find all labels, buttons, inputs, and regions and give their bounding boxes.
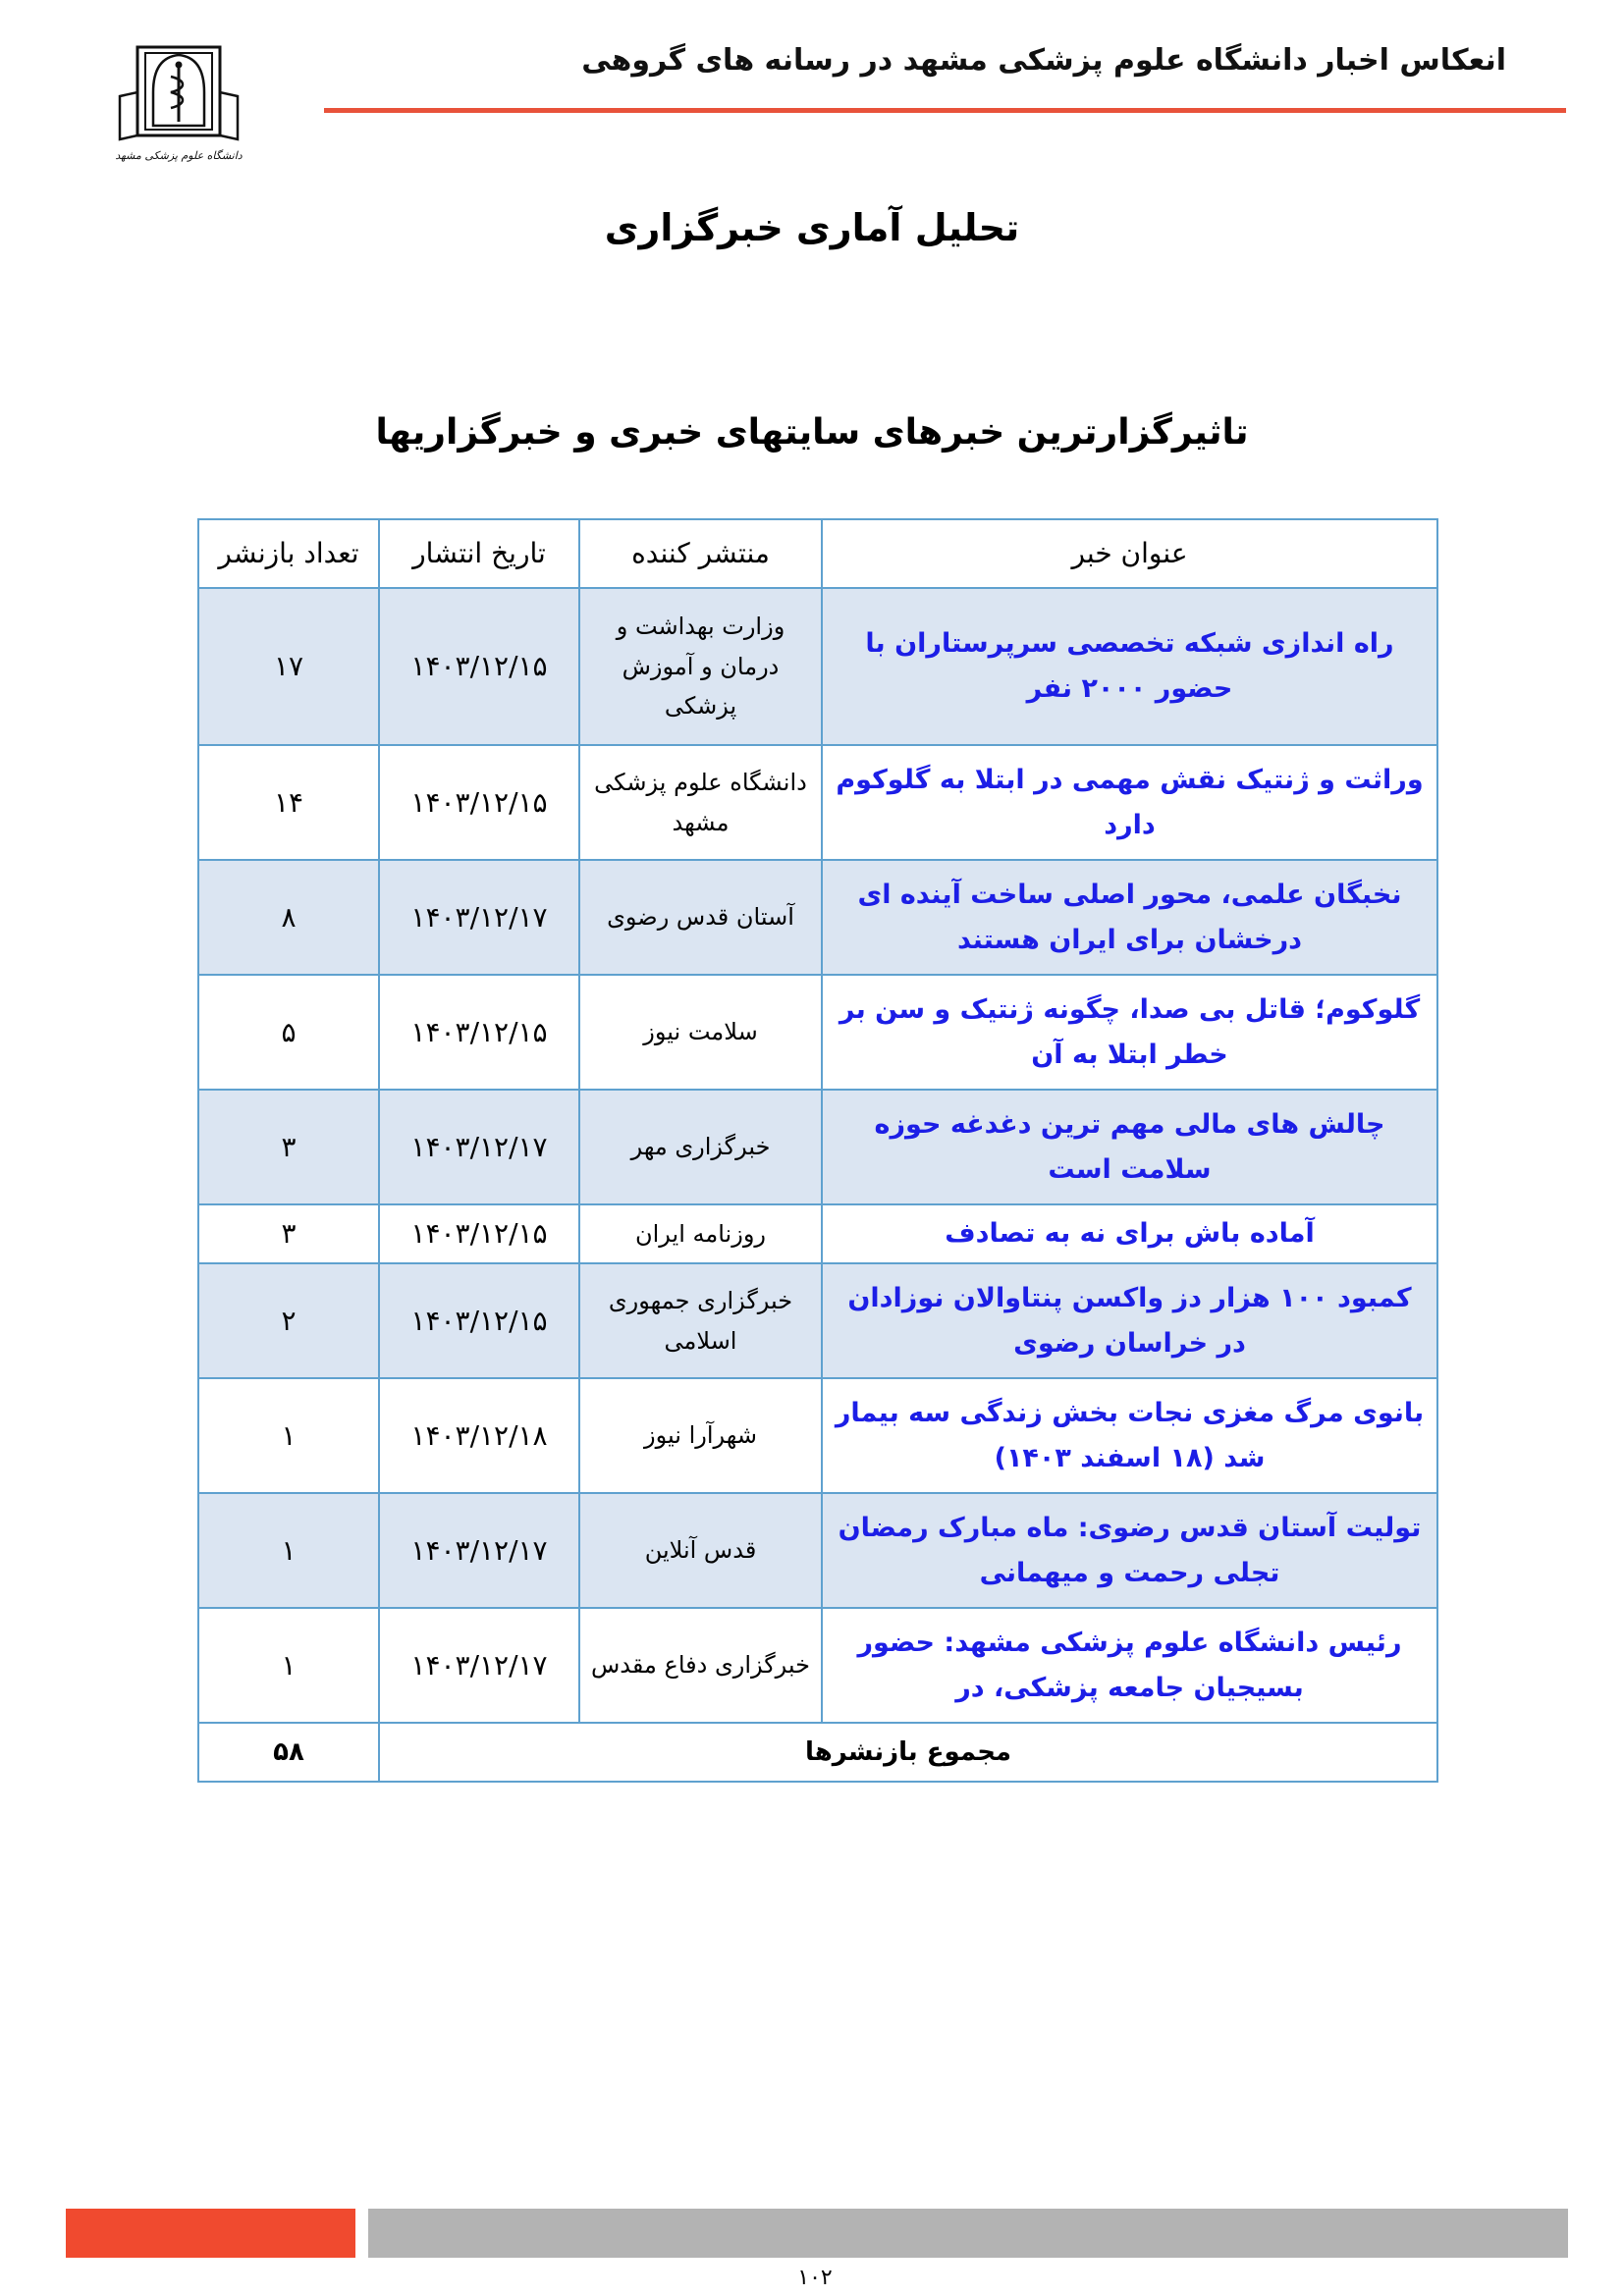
document-header-title: انعکاس اخبار دانشگاه علوم پزشکی مشهد در رسانه های گروهی (581, 43, 1506, 78)
news-title-cell: رئیس دانشگاه علوم پزشکی مشهد: حضور بسیجیان جامعه پزشکی، در (822, 1608, 1437, 1723)
news-title-cell: گلوکوم؛ قاتل بی صدا، چگونه ژنتیک و سن بر خطر ابتلا به آن (822, 975, 1437, 1090)
count-cell: ۱ (198, 1378, 379, 1493)
date-cell: ۱۴۰۳/۱۲/۱۵ (379, 745, 579, 860)
publisher-cell: سلامت نیوز (579, 975, 822, 1090)
date-cell: ۱۴۰۳/۱۲/۱۵ (379, 1204, 579, 1263)
column-header-publisher: منتشر کننده (579, 519, 822, 588)
count-cell: ۱ (198, 1493, 379, 1608)
news-title-cell: نخبگان علمی، محور اصلی ساخت آینده ای درخشان برای ایران هستند (822, 860, 1437, 975)
table-row (198, 588, 1437, 745)
news-stats-table (197, 518, 1438, 1783)
count-cell: ۵ (198, 975, 379, 1090)
page-title: تحلیل آماری خبرگزاری (604, 206, 1020, 249)
table-row (198, 975, 1437, 1090)
count-cell: ۲ (198, 1263, 379, 1378)
publisher-cell: وزارت بهداشت و درمان و آموزش پزشکی (579, 588, 822, 745)
date-cell: ۱۴۰۳/۱۲/۱۵ (379, 588, 579, 745)
publisher-cell: قدس آنلاین (579, 1493, 822, 1608)
publisher-cell: آستان قدس رضوی (579, 860, 822, 975)
date-cell: ۱۴۰۳/۱۲/۱۸ (379, 1378, 579, 1493)
news-title-cell: آماده باش برای نه به تصادف (822, 1204, 1437, 1263)
news-title-cell: کمبود ۱۰۰ هزار دز واکسن پنتاوالان نوزادان در خراسان رضوی (822, 1263, 1437, 1378)
date-cell: ۱۴۰۳/۱۲/۱۷ (379, 1090, 579, 1204)
table-row (198, 1608, 1437, 1723)
table-row (198, 1204, 1437, 1263)
table-row (198, 1263, 1437, 1378)
university-logo (110, 37, 247, 165)
news-title-cell: وراثت و ژنتیک نقش مهمی در ابتلا به گلوکوم دارد (822, 745, 1437, 860)
column-header-count: تعداد بازنشر (198, 519, 379, 588)
column-header-title: عنوان خبر (822, 519, 1437, 588)
count-cell: ۸ (198, 860, 379, 975)
count-cell: ۳ (198, 1090, 379, 1204)
news-title-cell: تولیت آستان قدس رضوی: ماه مبارک رمضان تجلی رحمت و میهمانی (822, 1493, 1437, 1608)
date-cell: ۱۴۰۳/۱۲/۱۷ (379, 860, 579, 975)
date-cell: ۱۴۰۳/۱۲/۱۷ (379, 1493, 579, 1608)
publisher-cell: خبرگزاری دفاع مقدس (579, 1608, 822, 1723)
logo-caption: دانشگاه علوم پزشکی مشهد (115, 149, 243, 162)
count-cell: ۱۴ (198, 745, 379, 860)
count-cell: ۳ (198, 1204, 379, 1263)
page-number: ۱۰۲ (797, 2266, 833, 2290)
publisher-cell: خبرگزاری جمهوری اسلامی (579, 1263, 822, 1378)
total-row (198, 1723, 1437, 1782)
table-row (198, 1493, 1437, 1608)
publisher-cell: شهرآرا نیوز (579, 1378, 822, 1493)
count-cell: ۱۷ (198, 588, 379, 745)
table-row (198, 1090, 1437, 1204)
total-count-cell: ۵۸ (198, 1723, 379, 1782)
section-title: تاثیرگزارترین خبرهای سایتهای خبری و خبرگزاریها (375, 412, 1249, 453)
footer-bar (368, 2209, 1568, 2258)
total-label-cell: مجموع بازنشرها (379, 1723, 1437, 1782)
count-cell: ۱ (198, 1608, 379, 1723)
date-cell: ۱۴۰۳/۱۲/۱۵ (379, 975, 579, 1090)
publisher-cell: روزنامه ایران (579, 1204, 822, 1263)
publisher-cell: خبرگزاری مهر (579, 1090, 822, 1204)
news-title-cell: بانوی مرگ مغزی نجات بخش زندگی سه بیمار شد (۱۸ اسفند ۱۴۰۳) (822, 1378, 1437, 1493)
header-divider (324, 108, 1566, 113)
news-title-cell: چالش های مالی مهم ترین دغدغه حوزه سلامت است (822, 1090, 1437, 1204)
table-header-row (198, 519, 1437, 588)
column-header-date: تاریخ انتشار (379, 519, 579, 588)
date-cell: ۱۴۰۳/۱۲/۱۵ (379, 1263, 579, 1378)
publisher-cell: دانشگاه علوم پزشکی مشهد (579, 745, 822, 860)
footer-accent-bar (66, 2209, 355, 2258)
date-cell: ۱۴۰۳/۱۲/۱۷ (379, 1608, 579, 1723)
table-row (198, 745, 1437, 860)
table-row (198, 1378, 1437, 1493)
table-row (198, 860, 1437, 975)
news-title-cell: راه اندازی شبکه تخصصی سرپرستاران با حضور ۲۰۰۰ نفر (822, 588, 1437, 745)
